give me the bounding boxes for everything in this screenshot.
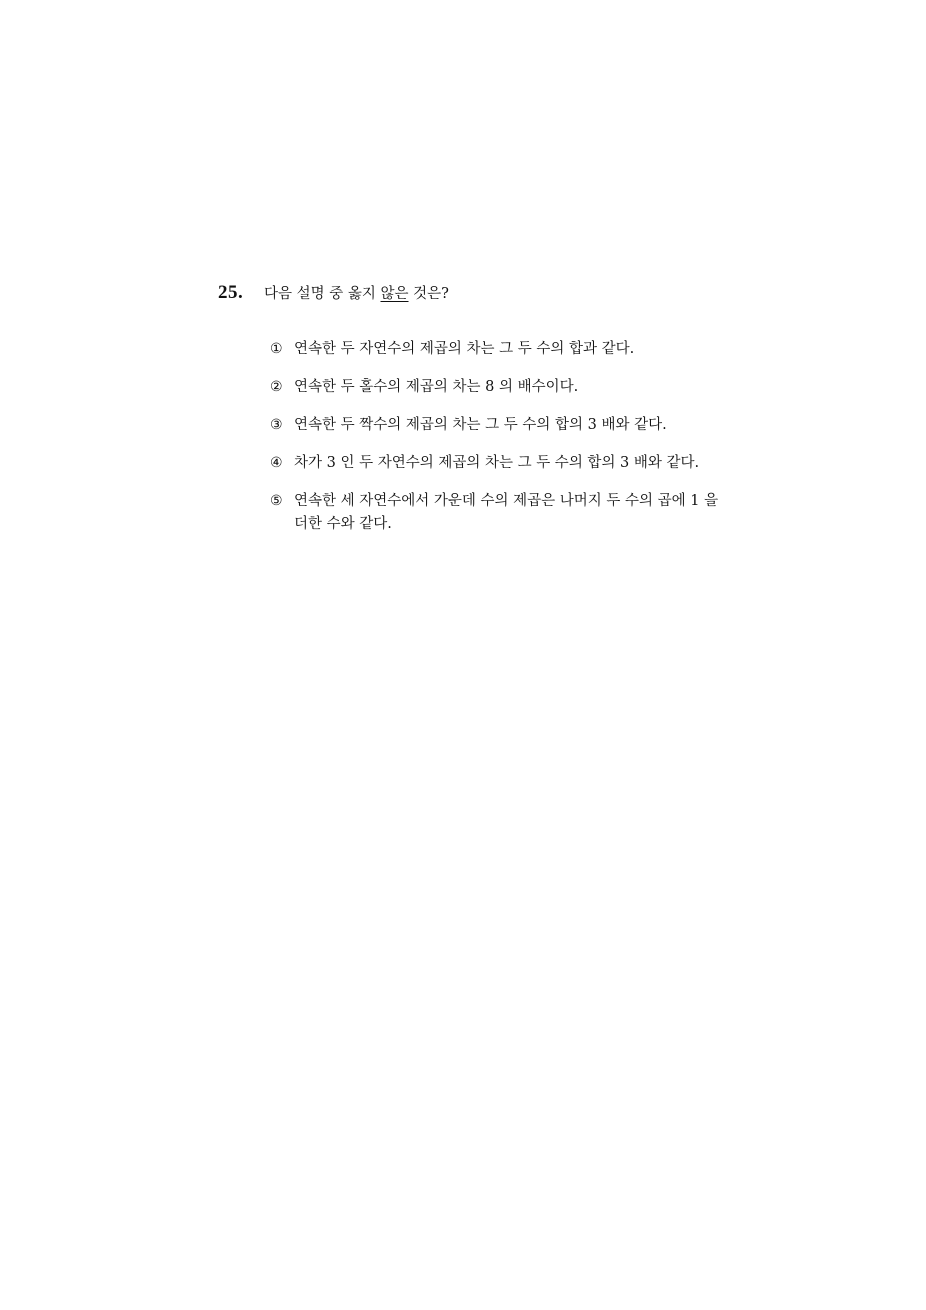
choice-1[interactable] xyxy=(270,338,738,361)
choice-marker: ③ xyxy=(270,417,283,433)
choice-marker: ④ xyxy=(270,455,283,471)
choice-text: 연속한 두 짝수의 제곱의 차는 그 두 수의 합의 3 배와 같다. xyxy=(294,417,667,433)
question-header xyxy=(218,282,738,308)
choice-4[interactable] xyxy=(270,452,738,475)
choice-marker: ② xyxy=(270,379,283,395)
stem-text-before: 다음 설명 중 옳지 xyxy=(264,286,381,302)
choice-list xyxy=(270,338,738,536)
question-stem xyxy=(264,282,449,303)
question-block xyxy=(218,282,738,551)
choice-3[interactable] xyxy=(270,414,738,437)
choice-text: 연속한 세 자연수에서 가운데 수의 제곱은 나머지 두 수의 곱에 1 을 더한 수와 같다. xyxy=(294,493,719,532)
choice-text: 연속한 두 자연수의 제곱의 차는 그 두 수의 합과 같다. xyxy=(294,341,635,357)
choice-text: 연속한 두 홀수의 제곱의 차는 8 의 배수이다. xyxy=(294,379,579,395)
choice-5[interactable] xyxy=(270,490,738,536)
stem-text-after: 것은? xyxy=(408,286,449,302)
choice-marker: ① xyxy=(270,341,283,357)
stem-underlined-word: 않은 xyxy=(380,286,409,302)
choice-2[interactable] xyxy=(270,376,738,399)
question-number: 25. xyxy=(218,282,244,303)
choice-text: 차가 3 인 두 자연수의 제곱의 차는 그 두 수의 합의 3 배와 같다. xyxy=(294,455,700,471)
choice-marker: ⑤ xyxy=(270,493,283,509)
